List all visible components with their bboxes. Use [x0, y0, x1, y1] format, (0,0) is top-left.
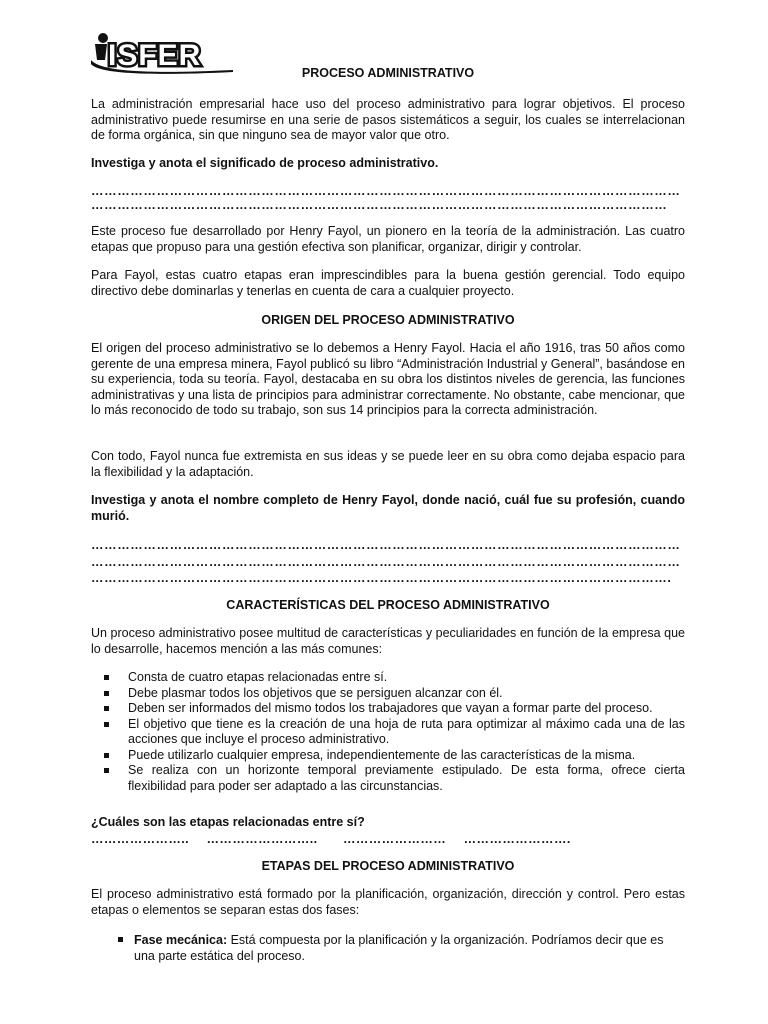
list-item-text: Deben ser informados del mismo todos los trabajadores que vayan a formar parte del proceso. — [128, 701, 653, 715]
document-title: PROCESO ADMINISTRATIVO — [301, 66, 475, 80]
intro-paragraph: La administración empresarial hace uso del proceso administrativo para lograr objetivos. El proceso administrativo puede resumirse en una serie de pasos sistemáticos a seguir, los cuales se interrelacionan de forma orgánica, sin que ninguno sea de mayor valor que otro. — [91, 97, 685, 142]
stages-answer-blanks — [91, 832, 585, 846]
list-item-text: Debe plasmar todos los objetivos que se persiguen alcanzar con él. — [128, 685, 503, 700]
phase-label: Fase mecánica: — [134, 933, 228, 947]
question-fayol: Investiga y anota el nombre completo de Henry Fayol, donde nació, cuál fue su profesión, cuando murió. — [91, 493, 685, 523]
list-item — [91, 748, 685, 764]
flexibility-paragraph: Con todo, Fayol nunca fue extremista en sus ideas y se puede leer en su obra como dejaba espacio para la flexibilidad y la adaptación. — [91, 449, 685, 479]
heading-origen: ORIGEN DEL PROCESO ADMINISTRATIVO — [261, 313, 515, 327]
isfer-logo-text: ISFER — [108, 39, 202, 72]
characteristics-intro: Un proceso administrativo posee multitud de características y peculiaridades en función de la empresa que lo desarrolle, hacemos mención a las más comunes: — [91, 626, 685, 656]
bullet-icon — [104, 753, 109, 758]
stages-paragraph: Para Fayol, estas cuatro etapas eran imprescindibles para la buena gestión gerencial. Todo equipo directivo debe dominarlas y tenerlas en cuenta de cara a cualquier proyecto. — [91, 268, 685, 298]
bullet-icon — [104, 722, 109, 727]
question-stages: ¿Cuáles son las etapas relacionadas entre sí? — [91, 815, 365, 829]
list-item-text: Consta de cuatro etapas relacionadas entre sí. — [128, 670, 388, 684]
answer-line-2[interactable]: …………………………………………………………………………………………………………………… — [91, 198, 668, 212]
answer-line-3[interactable]: ……………………………………………………………………………………………………………………… — [91, 538, 681, 552]
answer-blank-4[interactable]: ……………………. — [463, 832, 571, 846]
answer-blank-1[interactable]: ………………….. — [91, 832, 190, 846]
list-item — [91, 717, 685, 748]
bullet-icon — [104, 768, 109, 773]
bullet-icon — [104, 691, 109, 696]
answer-blank-2[interactable]: …………………….. — [206, 832, 318, 846]
list-item-text: El objetivo que tiene es la creación de una hoja de ruta para optimizar al máximo cada una de las acciones que incluye el proceso administrativo. — [128, 716, 685, 746]
heading-caracteristicas: CARACTERÍSTICAS DEL PROCESO ADMINISTRATIVO — [226, 598, 550, 612]
origin-paragraph: El origen del proceso administrativo se lo debemos a Henry Fayol. Hacia el año 1916, tras 50 años como gerente de una empresa minera, Fayol publicó su libro “Administración Industrial y General”, basándose en su experiencia, toda su teoría. Fayol, destacaba en su obra los distintos niveles de gerencia, las funciones administrativas y una lista de principios para administrar correctamente. No obstante, cabe mencionar, que lo más reconocido de todo su trabajo, son sus 14 principios para la correcta administración. — [91, 341, 685, 417]
bullet-icon — [104, 706, 109, 711]
answer-line-1[interactable]: ……………………………………………………………………………………………………………………… — [91, 184, 681, 198]
phase-item-mecanica — [118, 932, 686, 964]
stages-intro: El proceso administrativo está formado por la planificación, organización, dirección y control. Pero estas etapas o elementos se separan estas dos fases: — [91, 887, 685, 917]
bullet-icon — [118, 937, 123, 942]
list-item — [91, 763, 685, 794]
list-item — [91, 701, 685, 717]
answer-line-4[interactable]: ……………………………………………………………………………………………………………………… — [91, 555, 681, 569]
list-item-text: Puede utilizarlo cualquier empresa, independientemente de las características de la misma. — [128, 747, 636, 762]
characteristics-list — [91, 670, 685, 794]
list-item — [91, 686, 685, 702]
question-definition: Investiga y anota el significado de proceso administrativo. — [91, 156, 439, 170]
fayol-paragraph: Este proceso fue desarrollado por Henry Fayol, un pionero en la teoría de la administración. Las cuatro etapas que propuso para una gestión efectiva son planificar, organizar, dirigir y controlar. — [91, 224, 685, 254]
heading-etapas: ETAPAS DEL PROCESO ADMINISTRATIVO — [261, 859, 515, 873]
bullet-icon — [104, 675, 109, 680]
list-item — [91, 670, 685, 686]
list-item-text: Se realiza con un horizonte temporal previamente estipulado. De esta forma, ofrece cierta flexibilidad para poder ser adaptado a las circunstancias. — [128, 763, 685, 793]
answer-blank-3[interactable]: …………………… — [342, 832, 447, 846]
answer-line-5[interactable]: ……………………………………………………………………………………………………………………. — [91, 571, 672, 585]
phase-text: Está compuesta por la planificación y la organización. Podríamos decir que es una parte estática del proceso. — [134, 933, 664, 963]
